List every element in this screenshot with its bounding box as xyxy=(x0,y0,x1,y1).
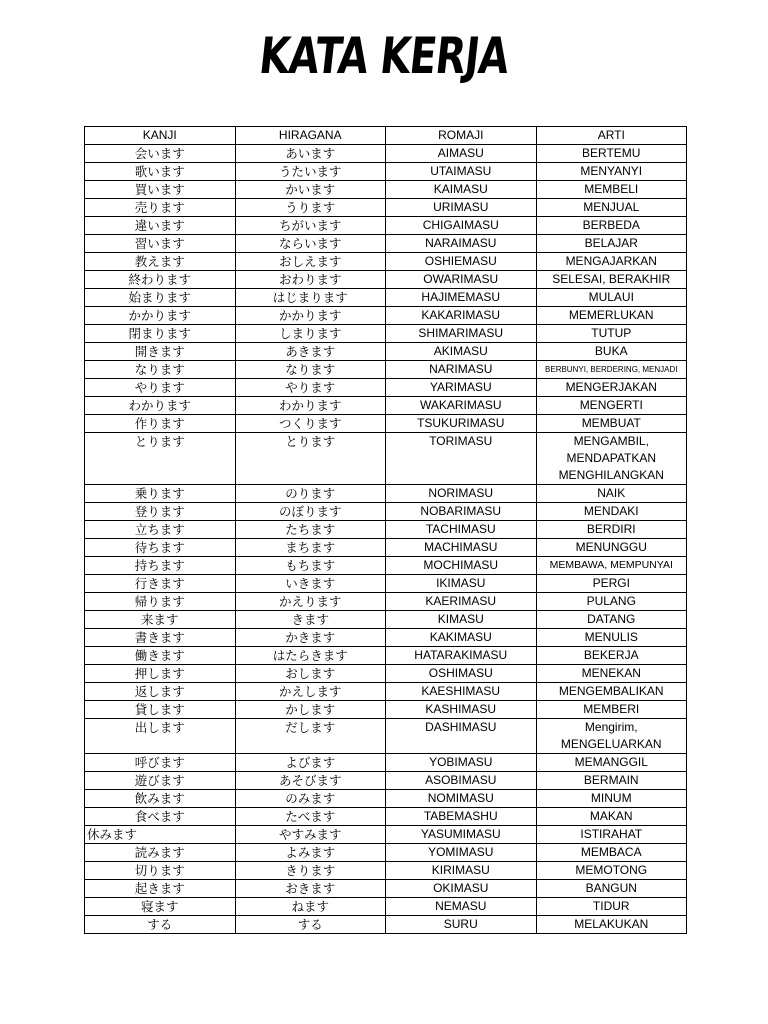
kanji-cell: 休みます xyxy=(85,826,236,844)
romaji-cell: DASHIMASU xyxy=(386,719,537,754)
hiragana-cell: いきます xyxy=(235,575,386,593)
arti-cell: BANGUN xyxy=(536,880,687,898)
hiragana-cell: とります xyxy=(235,433,386,485)
arti-cell: BERTEMU xyxy=(536,145,687,163)
table-row xyxy=(85,325,687,343)
table-row xyxy=(85,844,687,862)
hiragana-cell: ちがいます xyxy=(235,217,386,235)
table-row xyxy=(85,611,687,629)
arti-cell: MENUNGGU xyxy=(536,539,687,557)
hiragana-cell: かえります xyxy=(235,593,386,611)
hiragana-cell: あそびます xyxy=(235,772,386,790)
kanji-cell: 働きます xyxy=(85,647,236,665)
arti-cell: SELESAI, BERAKHIR xyxy=(536,271,687,289)
kanji-cell: 来ます xyxy=(85,611,236,629)
hiragana-cell: のみます xyxy=(235,790,386,808)
arti-cell: BERDIRI xyxy=(536,521,687,539)
romaji-cell: KAKARIMASU xyxy=(386,307,537,325)
kanji-cell: する xyxy=(85,916,236,934)
kanji-cell: 持ちます xyxy=(85,557,236,575)
romaji-cell: YOBIMASU xyxy=(386,754,537,772)
arti-cell: MEMOTONG xyxy=(536,862,687,880)
romaji-cell: KAKIMASU xyxy=(386,629,537,647)
arti-cell: BERBEDA xyxy=(536,217,687,235)
table-row xyxy=(85,826,687,844)
table-row xyxy=(85,557,687,575)
kanji-cell: とります xyxy=(85,433,236,485)
romaji-cell: TABEMASHU xyxy=(386,808,537,826)
table-row xyxy=(85,253,687,271)
hiragana-cell: かします xyxy=(235,701,386,719)
verb-table xyxy=(84,126,687,934)
header-romaji: ROMAJI xyxy=(386,127,537,145)
arti-cell: MENEKAN xyxy=(536,665,687,683)
arti-cell: DATANG xyxy=(536,611,687,629)
kanji-cell: 出します xyxy=(85,719,236,754)
romaji-cell: TACHIMASU xyxy=(386,521,537,539)
arti-cell: MENGEMBALIKAN xyxy=(536,683,687,701)
arti-cell: MAKAN xyxy=(536,808,687,826)
kanji-cell: 開きます xyxy=(85,343,236,361)
romaji-cell: NOMIMASU xyxy=(386,790,537,808)
table-row xyxy=(85,593,687,611)
arti-cell: BERMAIN xyxy=(536,772,687,790)
kanji-cell: 買います xyxy=(85,181,236,199)
table-row xyxy=(85,539,687,557)
romaji-cell: YARIMASU xyxy=(386,379,537,397)
romaji-cell: KIRIMASU xyxy=(386,862,537,880)
kanji-cell: 帰ります xyxy=(85,593,236,611)
hiragana-cell: たちます xyxy=(235,521,386,539)
arti-cell: PERGI xyxy=(536,575,687,593)
header-kanji: KANJI xyxy=(85,127,236,145)
kanji-cell: 習います xyxy=(85,235,236,253)
hiragana-cell: のぼります xyxy=(235,503,386,521)
table-row xyxy=(85,289,687,307)
table-row xyxy=(85,754,687,772)
kanji-cell: 押します xyxy=(85,665,236,683)
table-row xyxy=(85,361,687,379)
kanji-cell: わかります xyxy=(85,397,236,415)
hiragana-cell: まちます xyxy=(235,539,386,557)
romaji-cell: NARAIMASU xyxy=(386,235,537,253)
hiragana-cell: あいます xyxy=(235,145,386,163)
kanji-cell: 飲みます xyxy=(85,790,236,808)
romaji-cell: WAKARIMASU xyxy=(386,397,537,415)
table-row xyxy=(85,772,687,790)
table-row xyxy=(85,880,687,898)
arti-cell: TIDUR xyxy=(536,898,687,916)
kanji-cell: 寝ます xyxy=(85,898,236,916)
kanji-cell: 歌います xyxy=(85,163,236,181)
arti-cell: MEMBAWA, MEMPUNYAI xyxy=(536,557,687,575)
arti-cell: MEMBUAT xyxy=(536,415,687,433)
table-row xyxy=(85,343,687,361)
kanji-cell: 切ります xyxy=(85,862,236,880)
romaji-cell: CHIGAIMASU xyxy=(386,217,537,235)
romaji-cell: URIMASU xyxy=(386,199,537,217)
hiragana-cell: つくります xyxy=(235,415,386,433)
romaji-cell: ASOBIMASU xyxy=(386,772,537,790)
hiragana-cell: わかります xyxy=(235,397,386,415)
romaji-cell: OWARIMASU xyxy=(386,271,537,289)
romaji-cell: YOMIMASU xyxy=(386,844,537,862)
table-row xyxy=(85,719,687,754)
hiragana-cell: きります xyxy=(235,862,386,880)
arti-cell: MULAUI xyxy=(536,289,687,307)
arti-cell: MENGAJARKAN xyxy=(536,253,687,271)
hiragana-cell: たべます xyxy=(235,808,386,826)
arti-cell: MEMBERI xyxy=(536,701,687,719)
kanji-cell: 会います xyxy=(85,145,236,163)
arti-cell: MEMBELI xyxy=(536,181,687,199)
hiragana-cell: かきます xyxy=(235,629,386,647)
table-row xyxy=(85,235,687,253)
table-row xyxy=(85,199,687,217)
kanji-cell: 教えます xyxy=(85,253,236,271)
table-row xyxy=(85,379,687,397)
hiragana-cell: はじまります xyxy=(235,289,386,307)
hiragana-cell: おわります xyxy=(235,271,386,289)
kanji-cell: 乗ります xyxy=(85,485,236,503)
arti-cell: MINUM xyxy=(536,790,687,808)
arti-cell: BUKA xyxy=(536,343,687,361)
arti-cell: MEMERLUKAN xyxy=(536,307,687,325)
arti-cell: MENGAMBIL, MENDAPATKAN MENGHILANGKAN xyxy=(536,433,687,485)
kanji-cell: 書きます xyxy=(85,629,236,647)
romaji-cell: OSHIMASU xyxy=(386,665,537,683)
hiragana-cell: かいます xyxy=(235,181,386,199)
arti-cell: NAIK xyxy=(536,485,687,503)
romaji-cell: UTAIMASU xyxy=(386,163,537,181)
kanji-cell: かかります xyxy=(85,307,236,325)
arti-cell: MELAKUKAN xyxy=(536,916,687,934)
table-row xyxy=(85,629,687,647)
arti-cell: Mengirim, MENGELUARKAN xyxy=(536,719,687,754)
romaji-cell: TORIMASU xyxy=(386,433,537,485)
hiragana-cell: しまります xyxy=(235,325,386,343)
hiragana-cell: よびます xyxy=(235,754,386,772)
kanji-cell: 呼びます xyxy=(85,754,236,772)
romaji-cell: HAJIMEMASU xyxy=(386,289,537,307)
romaji-cell: SURU xyxy=(386,916,537,934)
romaji-cell: TSUKURIMASU xyxy=(386,415,537,433)
hiragana-cell: なります xyxy=(235,361,386,379)
hiragana-cell: のります xyxy=(235,485,386,503)
arti-cell: ISTIRAHAT xyxy=(536,826,687,844)
hiragana-cell: だします xyxy=(235,719,386,754)
kanji-cell: 貸します xyxy=(85,701,236,719)
table-row xyxy=(85,665,687,683)
romaji-cell: NORIMASU xyxy=(386,485,537,503)
arti-cell: MENYANYI xyxy=(536,163,687,181)
romaji-cell: NEMASU xyxy=(386,898,537,916)
table-row xyxy=(85,790,687,808)
romaji-cell: KASHIMASU xyxy=(386,701,537,719)
romaji-cell: AIMASU xyxy=(386,145,537,163)
table-row xyxy=(85,433,687,485)
arti-cell: MEMBACA xyxy=(536,844,687,862)
kanji-cell: 起きます xyxy=(85,880,236,898)
romaji-cell: YASUMIMASU xyxy=(386,826,537,844)
hiragana-cell: よみます xyxy=(235,844,386,862)
arti-cell: MENULIS xyxy=(536,629,687,647)
table-row xyxy=(85,898,687,916)
kanji-cell: 待ちます xyxy=(85,539,236,557)
kanji-cell: 違います xyxy=(85,217,236,235)
table-row xyxy=(85,916,687,934)
arti-cell: MENJUAL xyxy=(536,199,687,217)
table-row xyxy=(85,415,687,433)
kanji-cell: 登ります xyxy=(85,503,236,521)
kanji-cell: 遊びます xyxy=(85,772,236,790)
kanji-cell: 読みます xyxy=(85,844,236,862)
arti-cell: BELAJAR xyxy=(536,235,687,253)
arti-cell: PULANG xyxy=(536,593,687,611)
hiragana-cell: かかります xyxy=(235,307,386,325)
arti-cell: MENGERJAKAN xyxy=(536,379,687,397)
romaji-cell: KAESHIMASU xyxy=(386,683,537,701)
arti-cell: MEMANGGIL xyxy=(536,754,687,772)
romaji-cell: OKIMASU xyxy=(386,880,537,898)
kanji-cell: 終わります xyxy=(85,271,236,289)
arti-cell: TUTUP xyxy=(536,325,687,343)
romaji-cell: MACHIMASU xyxy=(386,539,537,557)
hiragana-cell: うたいます xyxy=(235,163,386,181)
table-row xyxy=(85,575,687,593)
hiragana-cell: ならいます xyxy=(235,235,386,253)
table-row xyxy=(85,271,687,289)
hiragana-cell: もちます xyxy=(235,557,386,575)
arti-cell: BERBUNYI, BERDERING, MENJADI xyxy=(536,361,687,379)
table-header-row xyxy=(85,127,687,145)
table-row xyxy=(85,808,687,826)
arti-cell: MENDAKI xyxy=(536,503,687,521)
romaji-cell: NOBARIMASU xyxy=(386,503,537,521)
hiragana-cell: あきます xyxy=(235,343,386,361)
table-row xyxy=(85,397,687,415)
table-row xyxy=(85,181,687,199)
romaji-cell: OSHIEMASU xyxy=(386,253,537,271)
kanji-cell: 行きます xyxy=(85,575,236,593)
hiragana-cell: する xyxy=(235,916,386,934)
romaji-cell: KAIMASU xyxy=(386,181,537,199)
table-row xyxy=(85,683,687,701)
hiragana-cell: やります xyxy=(235,379,386,397)
kanji-cell: 返します xyxy=(85,683,236,701)
header-hiragana: HIRAGANA xyxy=(235,127,386,145)
kanji-cell: 作ります xyxy=(85,415,236,433)
hiragana-cell: おします xyxy=(235,665,386,683)
kanji-cell: 始まります xyxy=(85,289,236,307)
kanji-cell: 閉まります xyxy=(85,325,236,343)
romaji-cell: MOCHIMASU xyxy=(386,557,537,575)
table-row xyxy=(85,145,687,163)
hiragana-cell: ねます xyxy=(235,898,386,916)
table-row xyxy=(85,862,687,880)
kanji-cell: 売ります xyxy=(85,199,236,217)
arti-cell: MENGERTI xyxy=(536,397,687,415)
romaji-cell: KIMASU xyxy=(386,611,537,629)
hiragana-cell: きます xyxy=(235,611,386,629)
table-row xyxy=(85,701,687,719)
hiragana-cell: おしえます xyxy=(235,253,386,271)
arti-cell: BEKERJA xyxy=(536,647,687,665)
romaji-cell: IKIMASU xyxy=(386,575,537,593)
hiragana-cell: かえします xyxy=(235,683,386,701)
romaji-cell: HATARAKIMASU xyxy=(386,647,537,665)
hiragana-cell: おきます xyxy=(235,880,386,898)
table-row xyxy=(85,521,687,539)
table-row xyxy=(85,647,687,665)
page-title: KATA KERJA xyxy=(256,27,512,85)
kanji-cell: なります xyxy=(85,361,236,379)
table-row xyxy=(85,485,687,503)
kanji-cell: 立ちます xyxy=(85,521,236,539)
romaji-cell: SHIMARIMASU xyxy=(386,325,537,343)
header-arti: ARTI xyxy=(536,127,687,145)
romaji-cell: AKIMASU xyxy=(386,343,537,361)
hiragana-cell: うります xyxy=(235,199,386,217)
hiragana-cell: はたらきます xyxy=(235,647,386,665)
kanji-cell: やります xyxy=(85,379,236,397)
table-row xyxy=(85,217,687,235)
table-row xyxy=(85,503,687,521)
hiragana-cell: やすみます xyxy=(235,826,386,844)
romaji-cell: KAERIMASU xyxy=(386,593,537,611)
romaji-cell: NARIMASU xyxy=(386,361,537,379)
kanji-cell: 食べます xyxy=(85,808,236,826)
table-row xyxy=(85,163,687,181)
table-row xyxy=(85,307,687,325)
